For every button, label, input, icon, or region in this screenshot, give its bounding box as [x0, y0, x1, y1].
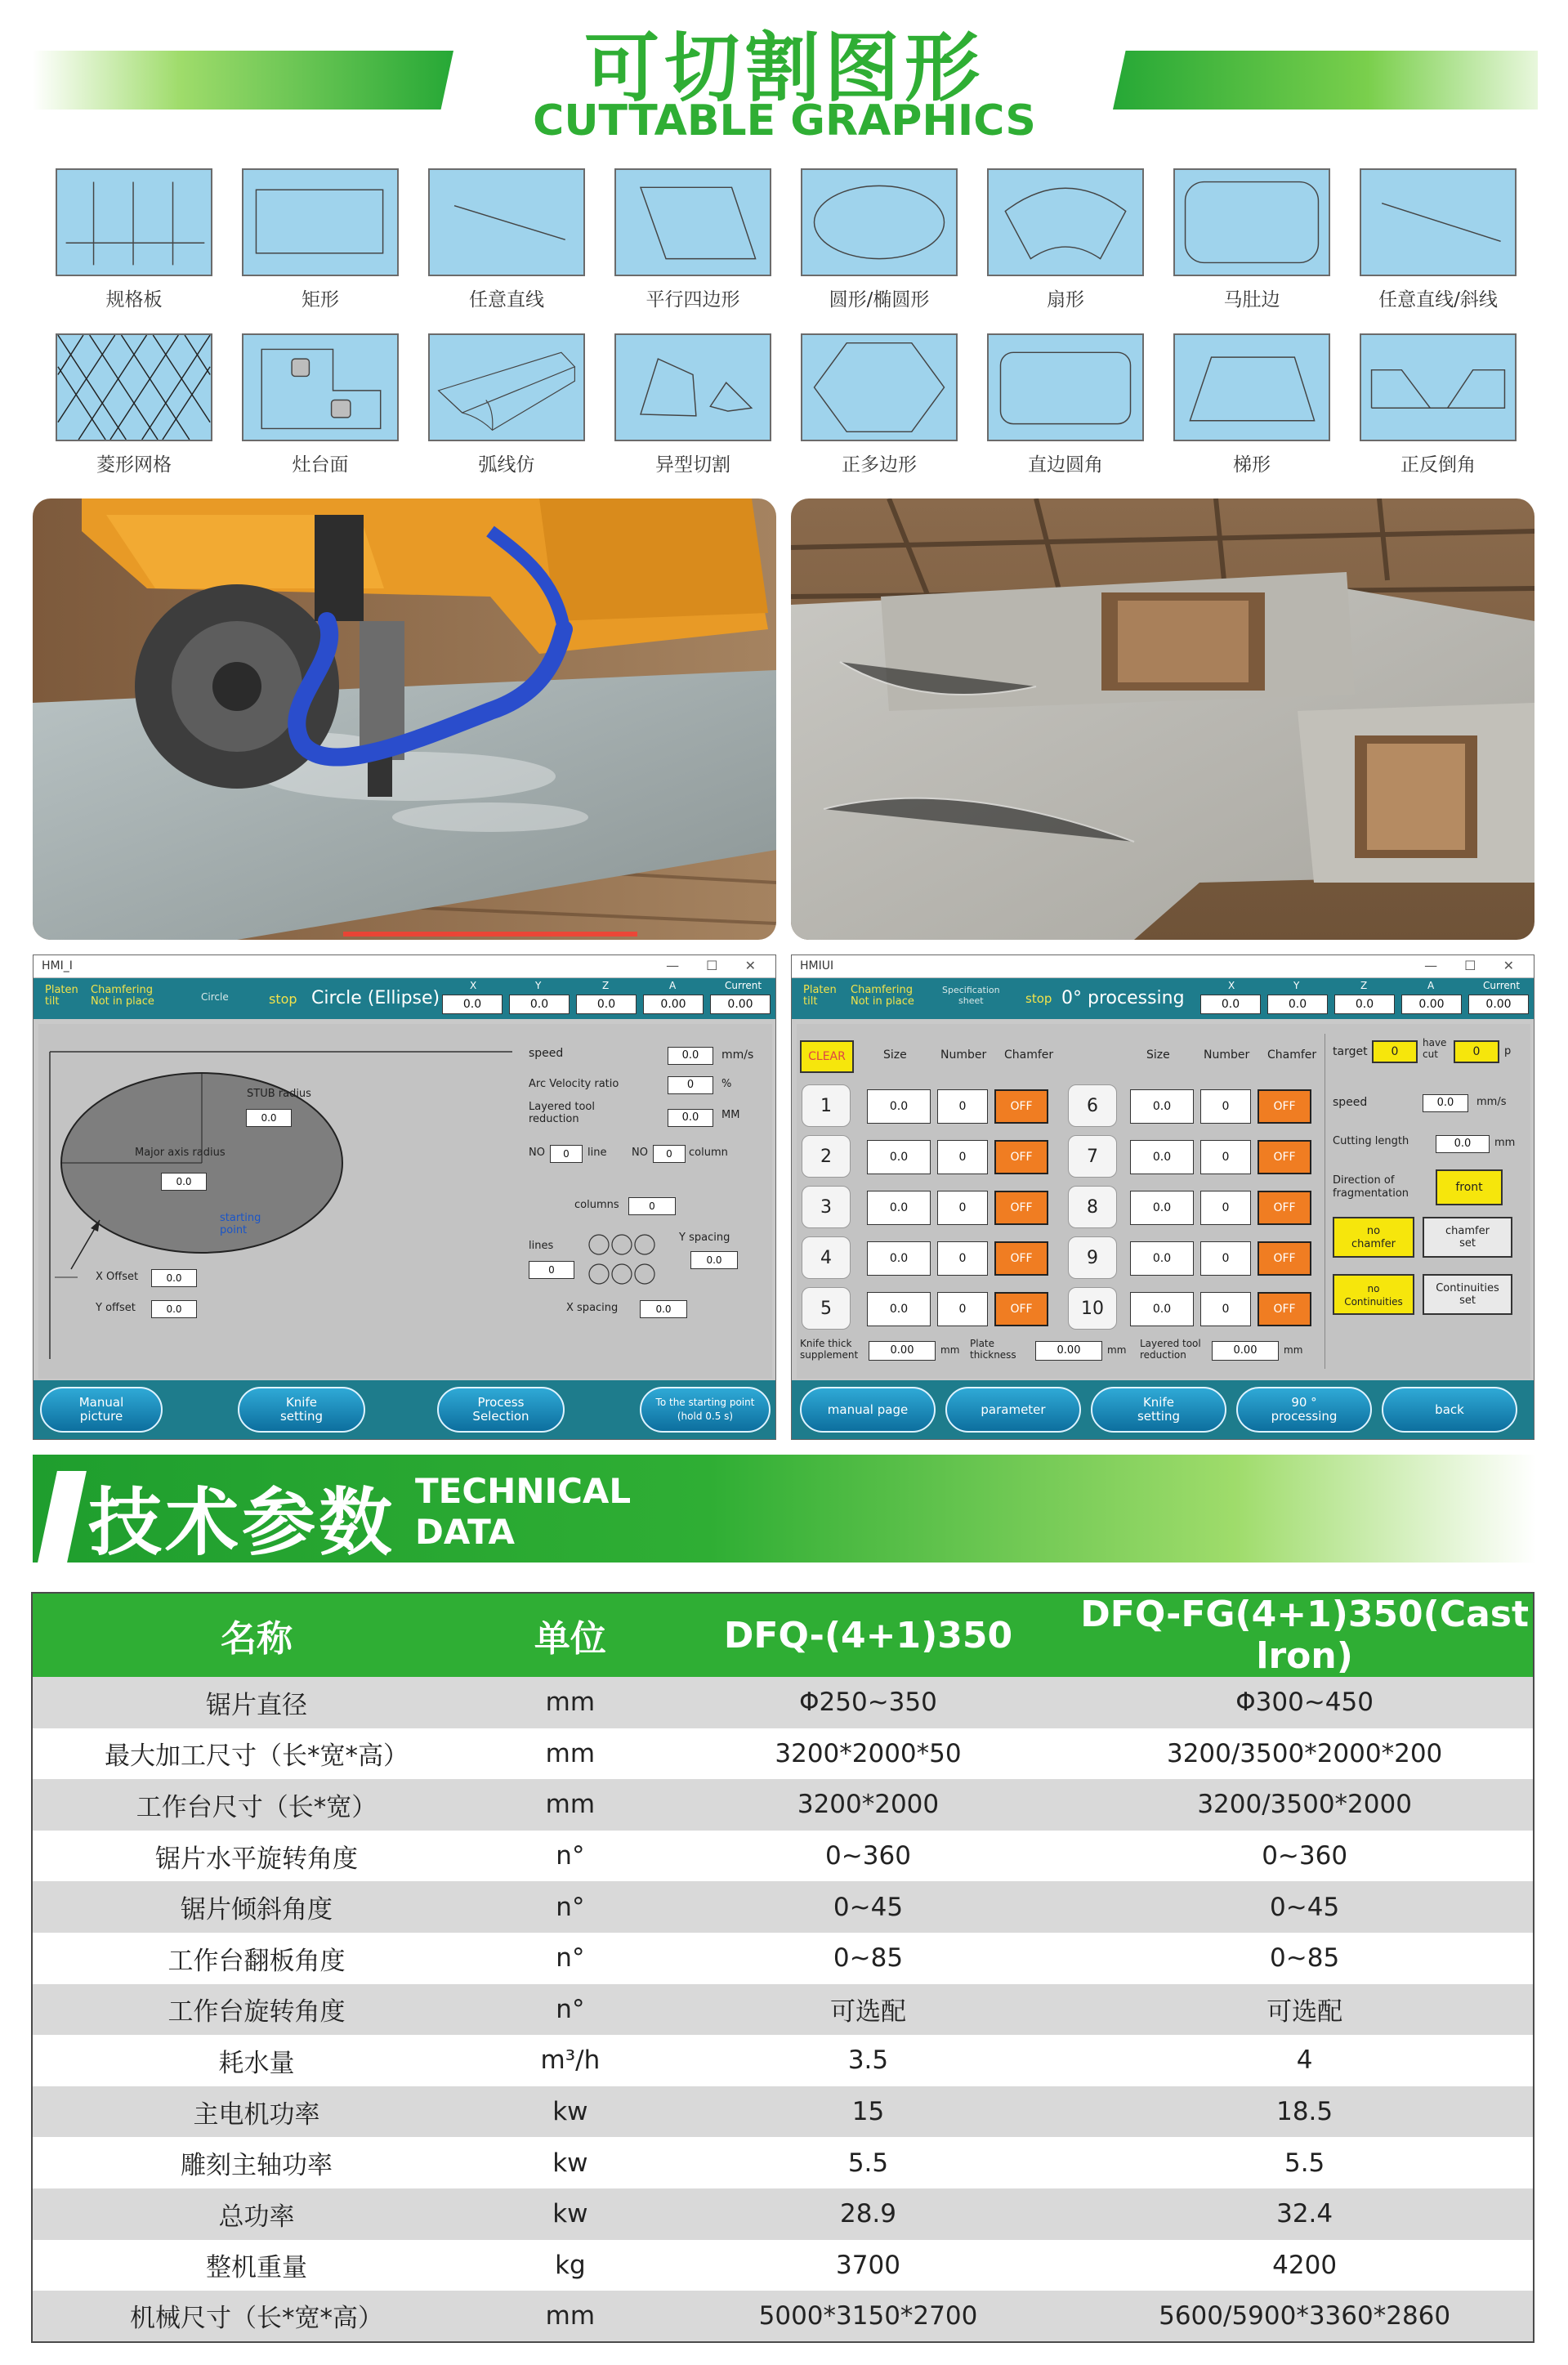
status-chamfering: Chamfering Not in place [91, 984, 154, 1008]
p-label: p [1504, 1045, 1512, 1057]
row-value-a: 可选配 [660, 1984, 1077, 2036]
hmi-status-band [792, 978, 1534, 1019]
axis-a-label: A [1427, 980, 1435, 991]
shape-ellipse [801, 168, 958, 311]
shape-label: 任意直线/斜线 [1378, 289, 1498, 311]
knife-thick-label: Knife thick supplement [800, 1338, 859, 1361]
row-size-input[interactable]: 0.0 [1130, 1089, 1194, 1124]
row-name: 整机重量 [32, 2240, 480, 2291]
line-label: line [587, 1147, 607, 1159]
axis-y-value: 0.0 [1267, 995, 1328, 1014]
columns-input[interactable]: 0 [628, 1197, 676, 1215]
axis-current-value: 0.00 [710, 995, 771, 1014]
row-number-button[interactable]: 8 [1068, 1186, 1117, 1228]
shape-label: 马肚边 [1223, 289, 1280, 311]
table-row [32, 2137, 1534, 2188]
shape-straight-line [428, 168, 585, 311]
row-value-a: 0~45 [660, 1881, 1077, 1933]
shape-sector [987, 168, 1144, 311]
row-size-input[interactable]: 0.0 [1130, 1191, 1194, 1225]
row-value-b: 18.5 [1076, 2086, 1534, 2138]
have-cut-value[interactable]: 0 [1454, 1040, 1499, 1063]
row-number-button[interactable]: 10 [1068, 1287, 1117, 1330]
row-value-b: 32.4 [1076, 2188, 1534, 2240]
screen-title: 0° processing [1061, 988, 1185, 1008]
stove-top-icon [243, 335, 397, 440]
row-size-input[interactable]: 0.0 [1130, 1241, 1194, 1276]
row-unit: mm [480, 1779, 660, 1831]
shape-rounded-corner [987, 333, 1144, 476]
photo-cutting-machine [33, 498, 776, 940]
axis-a-value: 0.00 [643, 995, 704, 1014]
table-row [32, 2035, 1534, 2086]
cutting-length-unit: mm [1494, 1137, 1516, 1149]
row-size-input[interactable]: 0.0 [867, 1089, 931, 1124]
row-number-input[interactable]: 0 [1200, 1241, 1251, 1276]
shape-diagonal-line [1360, 168, 1517, 311]
row-value-a: 0~85 [660, 1933, 1077, 1984]
parallelogram-icon [616, 170, 770, 275]
axis-current-label: Current [1483, 980, 1521, 991]
cutting-length-label: Cutting length [1333, 1135, 1409, 1147]
spec-board-icon [57, 170, 211, 275]
no-line-input[interactable]: 0 [550, 1145, 583, 1163]
grid-preview-icon [584, 1230, 676, 1295]
shape-label: 菱形网格 [96, 454, 172, 476]
row-unit: n° [480, 1881, 660, 1933]
row-number-button[interactable]: 9 [1068, 1236, 1117, 1279]
shape-label: 弧线仿 [478, 454, 535, 476]
shape-label: 圆形/椭圆形 [829, 289, 930, 311]
row-size-input[interactable]: 0.0 [867, 1140, 931, 1174]
status-mode: Circle [201, 991, 229, 1003]
header-model-b: DFQ-FG(4+1)350(Cast lron) [1076, 1593, 1534, 1677]
technical-title-cn: 技术参数 [88, 1480, 395, 1566]
cutting-length-input[interactable]: 0.0 [1436, 1135, 1490, 1153]
chamfer-set-button[interactable]: chamfer set [1423, 1217, 1512, 1258]
clear-button[interactable]: CLEAR [800, 1040, 854, 1073]
x-offset-label: X Offset [96, 1271, 139, 1283]
row-chamfer-toggle[interactable]: OFF [1258, 1191, 1311, 1225]
no-chamfer-button[interactable]: no chamfer [1333, 1217, 1414, 1258]
row-name: 机械尺寸（长*宽*高） [32, 2291, 480, 2342]
row-name: 锯片直径 [32, 1677, 480, 1728]
axis-z-label: Z [602, 980, 610, 991]
back-button[interactable]: back [1382, 1387, 1517, 1433]
status-chamfering: Chamfering Not in place [851, 984, 914, 1008]
row-value-b: 3200/3500*2000*200 [1076, 1728, 1534, 1780]
header-unit: 单位 [480, 1593, 660, 1677]
shape-spec-board [56, 168, 212, 311]
size-header: Size [1146, 1048, 1170, 1062]
table-row [32, 1984, 1534, 2036]
row-value-b: 5600/5900*3360*2860 [1076, 2291, 1534, 2342]
arc-ratio-unit: % [721, 1078, 732, 1090]
row-unit: kw [480, 2188, 660, 2240]
starting-point-label: starting point [220, 1212, 261, 1236]
target-label: target [1333, 1045, 1368, 1058]
table-row [32, 2291, 1534, 2342]
row-value-a: 5.5 [660, 2137, 1077, 2188]
table-row [32, 2240, 1534, 2291]
speed-unit: mm/s [721, 1048, 754, 1062]
shape-label: 异型切割 [655, 454, 730, 476]
hmi-titlebar [792, 955, 1534, 978]
header-right-bar [1113, 51, 1538, 110]
row-number-input[interactable]: 0 [937, 1089, 988, 1124]
speed-input[interactable]: 0.0 [668, 1047, 713, 1065]
y-spacing-label: Y spacing [679, 1232, 730, 1244]
axis-x-value: 0.0 [1200, 995, 1261, 1014]
row-number-button[interactable]: 7 [1068, 1135, 1117, 1178]
row-size-input[interactable]: 0.0 [867, 1292, 931, 1326]
shape-label: 直边圆角 [1028, 454, 1103, 476]
row-number-input[interactable]: 0 [937, 1241, 988, 1276]
row-value-b: 0~85 [1076, 1933, 1534, 1984]
shape-label: 规格板 [105, 289, 163, 311]
shape-irregular-cut [614, 333, 771, 476]
chamfer-header: Chamfer [1004, 1048, 1054, 1062]
row-number-button[interactable]: 6 [1068, 1084, 1117, 1127]
row-number-input[interactable]: 0 [1200, 1089, 1251, 1124]
target-value[interactable]: 0 [1372, 1040, 1418, 1063]
row-value-a: 0~360 [660, 1831, 1077, 1882]
screen-title: Circle (Ellipse) [311, 988, 440, 1008]
row-unit: mm [480, 1728, 660, 1780]
arc-imitation-icon [430, 335, 583, 440]
row-unit: kw [480, 2086, 660, 2138]
plate-thickness-unit: mm [1107, 1344, 1127, 1356]
row-number-button[interactable]: 4 [802, 1236, 851, 1279]
shape-rounded-rect [1173, 168, 1330, 311]
y-spacing-input[interactable]: 0.0 [690, 1251, 738, 1269]
header-left-bar [33, 51, 453, 110]
shape-rectangle [242, 168, 399, 311]
axis-current-label: Current [725, 980, 762, 991]
have-cut-label: have cut [1423, 1037, 1447, 1060]
hmi-work-area [797, 1024, 1530, 1379]
knife-setting-button[interactable]: Knife setting [1091, 1387, 1226, 1433]
row-value-a: 15 [660, 2086, 1077, 2138]
row-chamfer-toggle[interactable]: OFF [994, 1241, 1048, 1276]
lines-label: lines [529, 1240, 554, 1252]
stub-radius-input[interactable]: 0.0 [246, 1109, 292, 1127]
row-name: 工作台尺寸（长*宽） [32, 1779, 480, 1831]
process-selection-button[interactable]: Process Selection [437, 1387, 565, 1433]
x-spacing-label: X spacing [566, 1302, 619, 1314]
plate-thickness-label: Plate thickness [970, 1338, 1016, 1361]
row-chamfer-toggle[interactable]: OFF [994, 1191, 1048, 1225]
ellipse-icon [802, 170, 956, 275]
header-model-a: DFQ-(4+1)350 [660, 1593, 1077, 1677]
row-number-input[interactable]: 0 [1200, 1292, 1251, 1326]
row-name: 雕刻主轴功率 [32, 2137, 480, 2188]
hmi-titlebar [34, 955, 775, 978]
layer-reduction-input[interactable]: 0.00 [1212, 1341, 1279, 1361]
axis-a-value: 0.00 [1401, 995, 1462, 1014]
row-number-button[interactable]: 1 [802, 1084, 851, 1127]
rectangle-icon [243, 170, 397, 275]
row-name: 总功率 [32, 2188, 480, 2240]
row-name: 最大加工尺寸（长*宽*高） [32, 1728, 480, 1780]
layer-reduction-unit: MM [721, 1109, 740, 1121]
axis-a-label: A [669, 980, 677, 991]
shape-label: 梯形 [1233, 454, 1271, 476]
speed-label: speed [529, 1047, 564, 1060]
row-value-a: 3200*2000*50 [660, 1728, 1077, 1780]
window-controls[interactable]: — ☐ ✕ [666, 958, 767, 973]
row-value-a: 3.5 [660, 2035, 1077, 2086]
row-unit: n° [480, 1831, 660, 1882]
diagonal-line-icon [1361, 170, 1515, 275]
row-value-b: 0~360 [1076, 1831, 1534, 1882]
row-number-button[interactable]: 2 [802, 1135, 851, 1178]
row-number-input[interactable]: 0 [1200, 1140, 1251, 1174]
shape-arc-imitation [428, 333, 585, 476]
no-column-label: NO [632, 1147, 648, 1159]
table-row [32, 1677, 1534, 1728]
row-name: 工作台旋转角度 [32, 1984, 480, 2036]
header-name: 名称 [32, 1593, 480, 1677]
shape-chamfer [1360, 333, 1517, 476]
plate-thickness-input[interactable]: 0.00 [1035, 1341, 1102, 1361]
status-spec-sheet: Specification sheet [942, 985, 1000, 1006]
size-header: Size [883, 1048, 907, 1062]
axis-z-label: Z [1360, 980, 1368, 991]
number-header: Number [1204, 1048, 1250, 1062]
shape-label: 灶台面 [292, 454, 349, 476]
table-row [32, 2188, 1534, 2240]
straight-line-icon [430, 170, 583, 275]
table-row [32, 1728, 1534, 1780]
row-chamfer-toggle[interactable]: OFF [994, 1089, 1048, 1124]
table-row [32, 2086, 1534, 2138]
row-size-input[interactable]: 0.0 [867, 1241, 931, 1276]
hmi-screen-circle [33, 954, 776, 1440]
hmi-button-band [792, 1380, 1534, 1439]
axis-y-label: Y [535, 980, 542, 991]
x-spacing-input[interactable]: 0.0 [640, 1300, 687, 1318]
lines-input[interactable]: 0 [529, 1261, 574, 1279]
photo-cut-slabs [791, 498, 1534, 940]
row-value-b: 3200/3500*2000 [1076, 1779, 1534, 1831]
table-row [32, 1881, 1534, 1933]
status-stop: stop [269, 991, 297, 1007]
number-header: Number [940, 1048, 987, 1062]
layer-reduction-label: Layered tool reduction [529, 1101, 595, 1125]
row-unit: mm [480, 2291, 660, 2342]
manual-picture-button[interactable]: Manual picture [40, 1387, 163, 1433]
row-chamfer-toggle[interactable]: OFF [1258, 1089, 1311, 1124]
row-number-input[interactable]: 0 [937, 1140, 988, 1174]
row-unit: kg [480, 2240, 660, 2291]
row-unit: kw [480, 2137, 660, 2188]
axis-current-value: 0.00 [1468, 995, 1529, 1014]
layer-reduction-unit: mm [1284, 1344, 1303, 1356]
hexagon-icon [802, 335, 956, 440]
shape-label: 正多边形 [842, 454, 917, 476]
sector-icon [989, 170, 1142, 275]
window-title: HMI_I [42, 959, 73, 972]
no-continuities-button[interactable]: no Continuities [1333, 1274, 1414, 1315]
no-column-input[interactable]: 0 [653, 1145, 686, 1163]
axis-z-value: 0.0 [1334, 995, 1395, 1014]
y-offset-input[interactable]: 0.0 [151, 1300, 197, 1318]
major-axis-label: Major axis radius [135, 1147, 226, 1159]
axis-x-label: X [470, 980, 477, 991]
shape-trapezoid [1173, 333, 1330, 476]
status-platen: Platen tilt [45, 984, 78, 1008]
chamfer-header: Chamfer [1267, 1048, 1317, 1062]
row-value-b: 5.5 [1076, 2137, 1534, 2188]
knife-thick-unit: mm [940, 1344, 960, 1356]
row-number-button[interactable]: 5 [802, 1287, 851, 1330]
row-number-input[interactable]: 0 [937, 1292, 988, 1326]
axis-x-label: X [1228, 980, 1235, 991]
row-value-b: Φ300~450 [1076, 1677, 1534, 1728]
row-value-b: 4200 [1076, 2240, 1534, 2291]
row-number-input[interactable]: 0 [937, 1191, 988, 1225]
row-name: 主电机功率 [32, 2086, 480, 2138]
status-platen: Platen tilt [803, 984, 837, 1008]
row-size-input[interactable]: 0.0 [1130, 1140, 1194, 1174]
row-size-input[interactable]: 0.0 [1130, 1292, 1194, 1326]
x-offset-input[interactable]: 0.0 [151, 1269, 197, 1287]
layer-reduction-input[interactable]: 0.0 [668, 1109, 713, 1127]
axis-x-value: 0.0 [442, 995, 503, 1014]
trapezoid-icon [1175, 335, 1329, 440]
row-chamfer-toggle[interactable]: OFF [1258, 1241, 1311, 1276]
chamfer-icon [1361, 335, 1515, 440]
row-value-b: 0~45 [1076, 1881, 1534, 1933]
technical-title-en2: DATA [415, 1512, 516, 1552]
row-size-input[interactable]: 0.0 [867, 1191, 931, 1225]
arc-ratio-input[interactable]: 0 [668, 1076, 713, 1094]
hmi-work-area [38, 1024, 772, 1379]
fragmentation-direction-label: Direction of fragmentation [1333, 1174, 1409, 1200]
layer-reduction-label: Layered tool reduction [1140, 1338, 1201, 1361]
row-chamfer-toggle[interactable]: OFF [994, 1140, 1048, 1174]
shape-label: 正反倒角 [1400, 454, 1476, 476]
spec-header-row [32, 1593, 1534, 1677]
status-stop: stop [1025, 991, 1052, 1006]
shape-diamond-grid [56, 333, 212, 476]
technical-title-en1: TECHNICAL [415, 1471, 632, 1511]
column-label: column [689, 1147, 728, 1159]
row-number-input[interactable]: 0 [1200, 1191, 1251, 1225]
row-unit: mm [480, 1677, 660, 1728]
irregular-cut-icon [616, 335, 770, 440]
row-number-button[interactable]: 3 [802, 1186, 851, 1228]
axis-z-value: 0.0 [576, 995, 637, 1014]
row-unit: m³/h [480, 2035, 660, 2086]
shape-stove-top [242, 333, 399, 476]
hmi-status-band [34, 978, 775, 1019]
diamond-grid-icon [57, 335, 211, 440]
shape-label: 矩形 [302, 289, 339, 311]
row-value-a: Φ250~350 [660, 1677, 1077, 1728]
hmi-screen-processing [791, 954, 1534, 1440]
manual-page-button[interactable]: manual page [800, 1387, 936, 1433]
shape-label: 任意直线 [469, 289, 544, 311]
row-value-a: 5000*3150*2700 [660, 2291, 1077, 2342]
shape-hexagon [801, 333, 958, 476]
hmi-button-band [34, 1380, 775, 1439]
processing-90-button[interactable]: 90 ° processing [1236, 1387, 1372, 1433]
row-chamfer-toggle[interactable]: OFF [1258, 1140, 1311, 1174]
table-row [32, 1779, 1534, 1831]
rounded-rect-icon [1175, 170, 1329, 275]
major-axis-input[interactable]: 0.0 [161, 1173, 207, 1191]
row-value-b: 4 [1076, 2035, 1534, 2086]
to-starting-point-button[interactable]: To the starting point (hold 0.5 s) [640, 1387, 771, 1433]
rounded-corner-icon [989, 335, 1142, 440]
no-line-label: NO [529, 1147, 545, 1159]
row-chamfer-toggle[interactable]: OFF [994, 1292, 1048, 1326]
row-name: 工作台翻板角度 [32, 1933, 480, 1984]
spec-table [31, 1592, 1534, 2343]
row-value-a: 3700 [660, 2240, 1077, 2291]
speed-unit: mm/s [1476, 1096, 1507, 1108]
arc-ratio-label: Arc Velocity ratio [529, 1078, 619, 1090]
knife-thick-input[interactable]: 0.00 [869, 1341, 936, 1361]
row-value-a: 3200*2000 [660, 1779, 1077, 1831]
knife-setting-button[interactable]: Knife setting [238, 1387, 365, 1433]
row-unit: n° [480, 1984, 660, 2036]
shape-label: 平行四边形 [646, 289, 740, 311]
y-offset-label: Y offset [96, 1302, 136, 1314]
row-value-a: 28.9 [660, 2188, 1077, 2240]
window-title: HMIUI [800, 959, 834, 972]
table-row [32, 1933, 1534, 1984]
stub-radius-label: STUB radius [247, 1088, 311, 1100]
row-name: 耗水量 [32, 2035, 480, 2086]
shape-parallelogram [614, 168, 771, 311]
row-value-b: 可选配 [1076, 1984, 1534, 2036]
header-title-en: CUTTABLE GRAPHICS [533, 96, 1036, 145]
fragmentation-direction-button[interactable]: front [1436, 1169, 1503, 1205]
parameter-button[interactable]: parameter [945, 1387, 1081, 1433]
shape-label: 扇形 [1047, 289, 1084, 311]
window-controls[interactable]: — ☐ ✕ [1424, 958, 1526, 973]
axis-y-value: 0.0 [509, 995, 570, 1014]
row-chamfer-toggle[interactable]: OFF [1258, 1292, 1311, 1326]
header-title-cn: 可切割图形 [583, 25, 985, 112]
continuities-set-button[interactable]: Continuities set [1423, 1274, 1512, 1315]
row-name: 锯片倾斜角度 [32, 1881, 480, 1933]
row-name: 锯片水平旋转角度 [32, 1831, 480, 1882]
axis-y-label: Y [1293, 980, 1300, 991]
ellipse-diagram [38, 1024, 529, 1379]
table-row [32, 1831, 1534, 1882]
speed-input[interactable]: 0.0 [1423, 1094, 1468, 1112]
row-unit: n° [480, 1933, 660, 1984]
speed-label: speed [1333, 1096, 1368, 1109]
columns-label: columns [574, 1199, 619, 1211]
